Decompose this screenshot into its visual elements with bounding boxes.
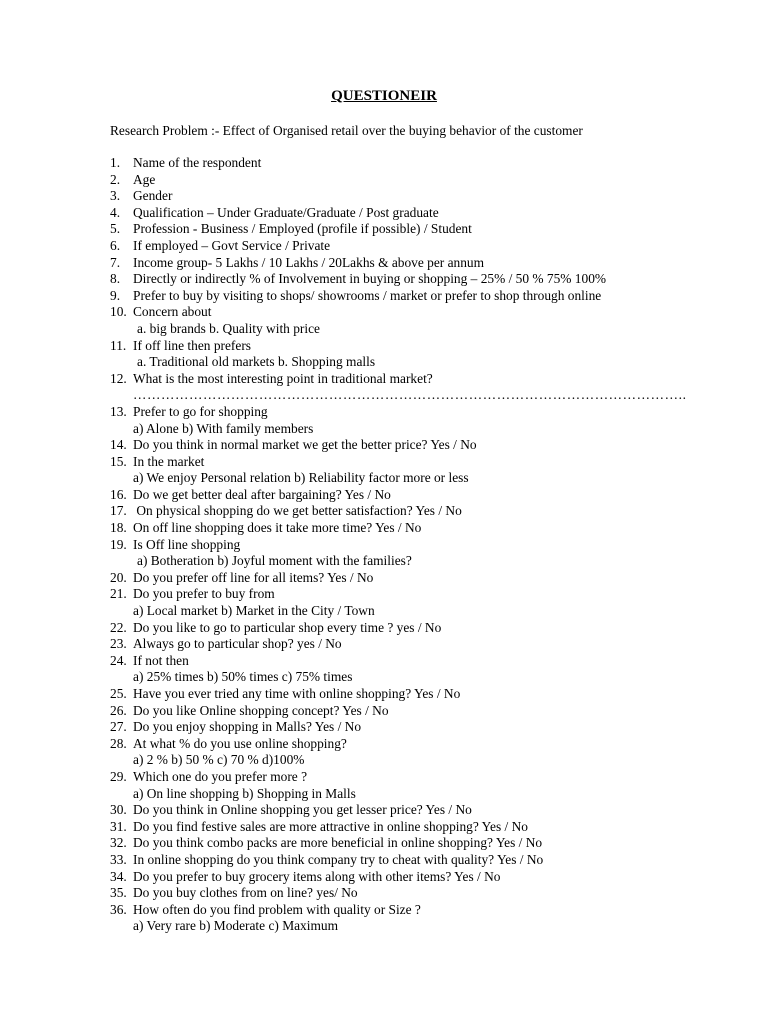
question-item [110,703,730,720]
question-item [110,437,730,454]
question-number: 9. [110,287,121,303]
question-number: 36. [110,901,127,917]
question-options: a) Local market b) Market in the City / Town [133,603,375,619]
question-number: 21. [110,586,127,602]
question-item [110,719,730,736]
question-options: a) 25% times b) 50% times c) 75% times [133,669,353,685]
question-item [110,636,730,653]
question-text: Gender [133,188,173,204]
question-item [110,819,730,836]
question-item [110,188,730,205]
question-text: Do you think in Online shopping you get lesser price? Yes / No [133,802,472,818]
question-item [110,835,730,852]
question-text: Always go to particular shop? yes / No [133,636,342,652]
question-item [110,371,730,388]
question-number: 34. [110,868,127,884]
question-text: Do you prefer to buy from [133,586,275,602]
document-title: QUESTIONEIR [331,88,437,104]
question-item [110,255,730,272]
question-text: Prefer to buy by visiting to shops/ showrooms / market or prefer to shop through online [133,287,602,303]
question-number: 22. [110,619,127,635]
question-text: Prefer to go for shopping [133,403,268,419]
question-item [110,869,730,886]
question-text: If off line then prefers [133,337,251,353]
question-number: 13. [110,403,127,419]
question-text: Concern about [133,304,212,320]
question-item [110,520,730,537]
question-text: Income group- 5 Lakhs / 10 Lakhs / 20Lakhs & above per annum [133,254,485,270]
question-number: 27. [110,719,127,735]
question-number: 35. [110,885,127,901]
question-item [110,852,730,869]
question-number: 33. [110,851,127,867]
question-number: 3. [110,188,121,204]
question-options: a) Very rare b) Moderate c) Maximum [133,918,338,934]
question-text: In the market [133,453,205,469]
question-number: 16. [110,486,127,502]
question-item [110,288,730,305]
question-text: If not then [133,652,189,668]
question-text: What is the most interesting point in traditional market? [133,370,433,386]
question-text: Do you prefer to buy grocery items along with other items? Yes / No [133,868,501,884]
question-item [110,885,730,902]
question-text: How often do you find problem with quality or Size ? [133,901,421,917]
question-text: Is Off line shopping [133,536,241,552]
question-text: Do you like Online shopping concept? Yes / No [133,702,389,718]
question-number: 24. [110,652,127,668]
question-options: a. Traditional old markets b. Shopping malls [137,354,376,370]
question-item [110,686,730,703]
question-item [110,454,730,471]
question-number: 6. [110,237,121,253]
question-item [110,271,730,288]
question-item [110,338,730,355]
question-item [110,238,730,255]
question-number: 8. [110,271,121,287]
question-text: In online shopping do you think company try to cheat with quality? Yes / No [133,851,544,867]
question-options: a. big brands b. Quality with price [137,320,320,336]
question-text: Qualification – Under Graduate/Graduate / Post graduate [133,204,439,220]
question-text: If employed – Govt Service / Private [133,237,331,253]
question-options: a) On line shopping b) Shopping in Malls [133,785,356,801]
question-number: 2. [110,171,121,187]
question-text: Which one do you prefer more ? [133,768,308,784]
question-number: 1. [110,155,121,170]
question-text: Profession - Business / Employed (profile if possible) / Student [133,221,472,237]
question-text: Age [133,171,156,187]
question-text: Do you find festive sales are more attractive in online shopping? Yes / No [133,818,528,834]
question-item [110,205,730,222]
question-number: 25. [110,686,127,701]
question-item [110,802,730,819]
question-text: Do we get better deal after bargaining? Yes / No [133,486,391,502]
question-number: 26. [110,702,127,718]
answer-blank-line: ……………………………………………………………………………………………………….. [133,387,687,403]
question-item [110,769,730,786]
question-item [110,172,730,189]
question-text: Do you enjoy shopping in Malls? Yes / No [133,719,362,735]
question-number: 23. [110,636,127,652]
question-number: 30. [110,802,127,818]
question-item [110,304,730,321]
question-number: 18. [110,520,127,536]
question-text: Name of the respondent [133,155,262,170]
question-number: 5. [110,221,121,237]
question-item [110,653,730,670]
question-number: 19. [110,536,127,552]
question-item [110,487,730,504]
question-item [110,736,730,753]
question-number: 14. [110,437,127,453]
question-item [110,902,730,919]
question-options: a) We enjoy Personal relation b) Reliability factor more or less [133,470,469,486]
question-number: 15. [110,453,127,469]
question-item [110,620,730,637]
question-options: a) Alone b) With family members [133,420,314,436]
question-number: 4. [110,204,121,220]
question-number: 12. [110,370,127,386]
question-item [110,404,730,421]
question-list [110,155,730,935]
question-item [110,586,730,603]
question-number: 20. [110,569,127,585]
question-options: a) Botheration b) Joyful moment with the families? [137,553,412,569]
question-number: 17. [110,503,127,519]
question-text: At what % do you use online shopping? [133,735,347,751]
question-text: Do you think in normal market we get the better price? Yes / No [133,437,477,453]
question-item [110,570,730,587]
question-item [110,221,730,238]
question-number: 31. [110,818,127,834]
question-number: 10. [110,304,127,320]
question-item [110,503,730,520]
question-item [110,155,730,172]
question-options: a) 2 % b) 50 % c) 70 % d)100% [133,752,305,768]
question-text: Directly or indirectly % of Involvement in buying or shopping – 25% / 50 % 75% 100% [133,271,607,287]
question-text: Do you buy clothes from on line? yes/ No [133,885,358,901]
question-number: 32. [110,835,127,851]
question-text: Do you think combo packs are more beneficial in online shopping? Yes / No [133,835,543,851]
question-text: Have you ever tried any time with online shopping? Yes / No [133,686,461,701]
question-number: 29. [110,768,127,784]
question-text: On off line shopping does it take more time? Yes / No [133,520,422,536]
question-number: 7. [110,254,121,270]
question-text: Do you like to go to particular shop every time ? yes / No [133,619,442,635]
question-item [110,537,730,554]
research-problem: Research Problem :- Effect of Organised retail over the buying behavior of the customer [110,123,583,138]
question-number: 11. [110,337,127,353]
question-number: 28. [110,735,127,751]
question-text: Do you prefer off line for all items? Yes / No [133,569,374,585]
question-text: On physical shopping do we get better satisfaction? Yes / No [133,503,462,519]
